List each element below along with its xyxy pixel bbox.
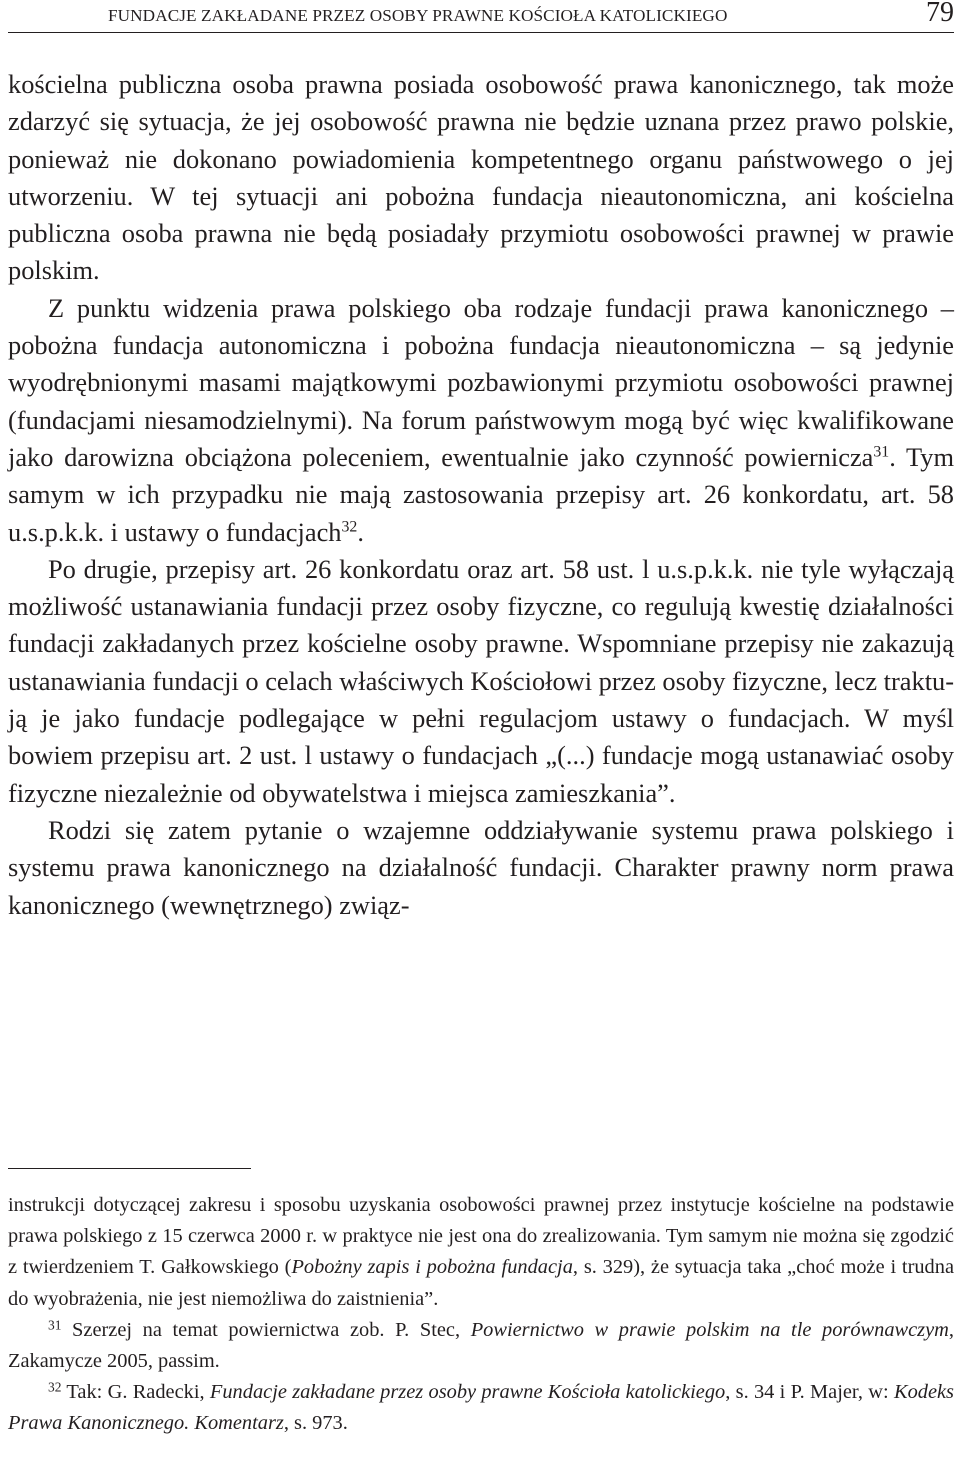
footnote-31: [8, 1315, 954, 1377]
paragraph-2-text-a: Z punktu widzenia prawa polskiego oba rodzaje fundacji prawa kanonicznego – pobożna fundacja autonomiczna i pobożna fundacja nieautonomiczna – są jedynie wyodrębnionymi masami majątkowymi pozbawionymi przymiotu osobowości prawnej (fundacjami niesamodzielnymi). Na forum państwowym mogą być więc kwalifikowane jako darowizna obciążona poleceniem, ewentualnie jako czynność powiernicza: [8, 292, 954, 472]
footnote-32-title-2: Kodeks Prawa Kanonicznego. Komentarz: [8, 1381, 954, 1435]
paragraph-3: Po drugie, przepisy art. 26 konkordatu oraz art. 58 ust. l u.s.p.k.k. nie tyle wyłączają możliwość ustanawiania fundacji przez osoby fizyczne, co regulują kwestię działalności fundacji zakładanych przez kościelne osoby prawne. Wspomniane przepisy nie zakazują ustanawiania fundacji o celach właściwych Kościołowi przez osoby fizyczne, lecz traktują je jako fundacje podlegające w pełni regulacjom ustawy o fundacjach. W myśl bowiem przepisu art. 2 ust. l ustawy o fundacjach „(...) fundacje mogą ustanawiać osoby fizyczne niezależnie od obywatelstwa i miejsca zamieszkania”.: [8, 553, 955, 808]
footnote-ref-32[interactable]: 32: [341, 518, 358, 536]
running-header: [8, 0, 954, 33]
main-text: [8, 66, 954, 924]
paragraph-4: Rodzi się zatem pytanie o wzajemne oddziaływanie systemu prawa polskiego i systemu prawa kanonicznego na działalność fundacji. Charakter prawny norm prawa kanonicznego (wewnętrznego) związ-: [8, 814, 954, 920]
footnote-32: [8, 1377, 954, 1439]
footnote-32-text-a: Tak: G. Radecki,: [61, 1381, 210, 1404]
running-header-title: FUNDACJE ZAKŁADANE PRZEZ OSOBY PRAWNE KOŚCIOŁA KATOLICKIEGO: [108, 6, 728, 25]
paragraph-2: [8, 290, 954, 551]
footnote-cont-text-a: instrukcji dotyczącej zakresu i sposobu uzyskania osobowości prawnej przez instytucje kościelne na podstawie prawa polskiego z 15 czerwca 2000 r. w praktyce nie jest ona do zrealizowania. Tym samym nie można się zgodzić z twierdzeniem T. Gałkowskiego (: [8, 1194, 954, 1279]
footnotes: [8, 1190, 954, 1440]
footnote-31-number: 31: [48, 1317, 62, 1333]
footnote-32-text-c: , s. 973.: [283, 1412, 348, 1435]
footnote-ref-31[interactable]: 31: [873, 443, 890, 461]
paragraph-2-text-b: . Tym samym w ich przypadku nie mają zastosowania przepisy art. 26 konkordatu, art. 58 u.s.p.k.k. i ustawy o fundacjach: [8, 441, 955, 547]
footnote-31-text-b: , Zakamycze 2005, passim.: [8, 1318, 954, 1373]
footnote-32-title-1: Fundacje zakładane przez osoby prawne Kościoła katolickiego: [209, 1381, 726, 1404]
footnote-continuation: [8, 1190, 954, 1315]
page-number: 79: [926, 0, 954, 28]
paragraph-1: kościelna publiczna osoba prawna posiada osobowość prawa kanonicznego, tak może zdarzyć się sytuacja, że jej osobowość prawna nie będzie uznana przez prawo polskie, ponieważ nie dokonano powiadomienia kompetentnego organu państwowego o jej utworzeniu. W tej sytuacji ani pobożna fundacja nieautonomiczna, ani kościelna publiczna osoba prawna nie będą posiadały przymiotu osobowości prawnej w prawie polskim.: [8, 69, 954, 286]
paragraph-2-text-c: .: [357, 516, 364, 547]
footnote-32-text-b: , s. 34 i P. Majer, w:: [725, 1381, 894, 1404]
footnote-cont-text-b: , s. 329), że sytuacja taka „choć może i trudna do wyobrażenia, nie jest niemożliwa do zaistnienia”.: [8, 1256, 954, 1310]
footnote-cont-title: Pobożny zapis i pobożna fundacja: [291, 1256, 573, 1279]
footnote-31-text-a: Szerzej na temat powiernictwa zob. P. Stec,: [61, 1318, 471, 1341]
footnote-separator: [8, 1168, 251, 1169]
footnote-32-number: 32: [48, 1379, 62, 1395]
footnote-31-title: Powiernictwo w prawie polskim na tle porównawczym: [470, 1318, 949, 1341]
